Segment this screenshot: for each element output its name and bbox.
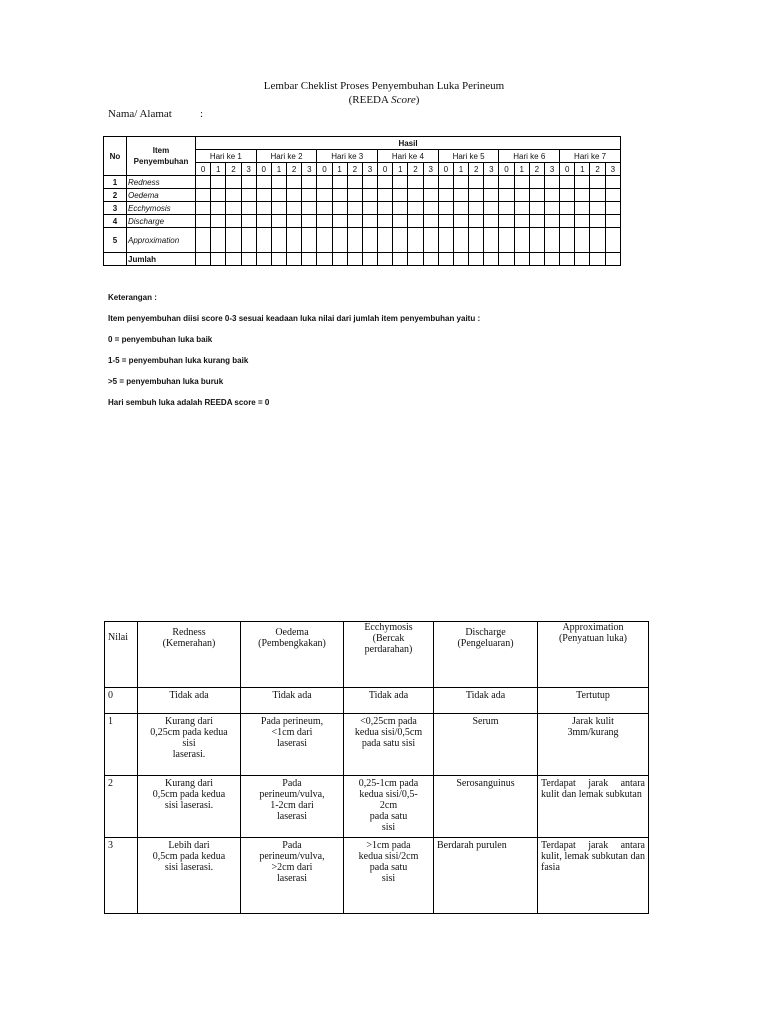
checklist-cell xyxy=(271,202,286,215)
checklist-cell xyxy=(226,189,241,202)
title-prefix: (REEDA xyxy=(348,94,392,106)
title-line-1: Lembar Cheklist Proses Penyembuhan Luka Perineum xyxy=(263,80,505,92)
checklist-cell xyxy=(302,202,317,215)
nama-label: Nama/ Alamat xyxy=(108,108,172,120)
score-header: 3 xyxy=(362,163,377,176)
score-row xyxy=(105,714,649,776)
score-cell-redness: Kurang dari 0,25cm pada kedua sisi laserasi. xyxy=(138,714,241,776)
checklist-cell xyxy=(362,228,377,253)
checklist-cell xyxy=(408,189,423,202)
checklist-cell xyxy=(529,228,544,253)
checklist-cell xyxy=(393,228,408,253)
checklist-cell xyxy=(529,202,544,215)
score-cell-discharge: Berdarah purulen xyxy=(434,838,538,914)
checklist-cell xyxy=(469,202,484,215)
day-header: Hari ke 3 xyxy=(317,150,378,163)
checklist-cell xyxy=(605,228,620,253)
checklist-cell xyxy=(499,253,514,266)
score-cell-approximation: Jarak kulit 3mm/kurang xyxy=(538,714,649,776)
checklist-cell xyxy=(560,202,575,215)
checklist-row xyxy=(104,176,621,189)
checklist-cell xyxy=(211,189,226,202)
checklist-cell xyxy=(423,189,438,202)
score-header: 2 xyxy=(347,163,362,176)
checklist-cell xyxy=(256,253,271,266)
score-cell-nilai: 0 xyxy=(105,688,138,714)
score-cell-oedema: Tidak ada xyxy=(241,688,344,714)
checklist-cell xyxy=(211,228,226,253)
checklist-cell xyxy=(271,228,286,253)
checklist-cell xyxy=(453,228,468,253)
score-header: 1 xyxy=(332,163,347,176)
checklist-cell xyxy=(499,228,514,253)
checklist-cell xyxy=(241,215,256,228)
day-header: Hari ke 7 xyxy=(560,150,621,163)
checklist-cell xyxy=(226,228,241,253)
checklist-cell xyxy=(287,253,302,266)
score-cell-redness: Kurang dari 0,5cm pada kedua sisi laserasi. xyxy=(138,776,241,838)
checklist-cell xyxy=(484,228,499,253)
jumlah-label: Jumlah xyxy=(127,253,196,266)
checklist-cell xyxy=(378,189,393,202)
checklist-cell xyxy=(423,253,438,266)
checklist-cell xyxy=(332,189,347,202)
checklist-cell xyxy=(529,189,544,202)
checklist-cell xyxy=(575,253,590,266)
checklist-cell xyxy=(423,228,438,253)
score-cell-ecchymosis: <0,25cm pada kedua sisi/0,5cm pada satu sisi xyxy=(344,714,434,776)
checklist-cell xyxy=(575,215,590,228)
checklist-cell xyxy=(469,228,484,253)
checklist-cell xyxy=(514,215,529,228)
score-cell-oedema: Pada perineum/vulva, 1-2cm dari laserasi xyxy=(241,776,344,838)
checklist-cell xyxy=(544,189,559,202)
checklist-cell xyxy=(499,176,514,189)
score-header: 3 xyxy=(484,163,499,176)
checklist-cell xyxy=(256,189,271,202)
row-no: 4 xyxy=(104,215,127,228)
checklist-row xyxy=(104,189,621,202)
checklist-cell xyxy=(287,215,302,228)
checklist-row xyxy=(104,215,621,228)
checklist-cell xyxy=(241,189,256,202)
header-no: No xyxy=(104,137,127,176)
checklist-cell xyxy=(362,253,377,266)
checklist-cell xyxy=(529,253,544,266)
score-header: 2 xyxy=(287,163,302,176)
score-header: 2 xyxy=(408,163,423,176)
checklist-cell xyxy=(605,189,620,202)
score-cell-nilai: 3 xyxy=(105,838,138,914)
checklist-cell xyxy=(302,215,317,228)
notes-keterangan: Keterangan : xyxy=(108,293,157,302)
jumlah-no xyxy=(104,253,127,266)
score-header-redness: Redness (Kemerahan) xyxy=(138,622,241,688)
checklist-cell xyxy=(544,202,559,215)
checklist-cell xyxy=(393,202,408,215)
score-cell-discharge: Serum xyxy=(434,714,538,776)
checklist-cell xyxy=(514,253,529,266)
score-header: 3 xyxy=(302,163,317,176)
checklist-cell xyxy=(271,215,286,228)
checklist-cell xyxy=(317,189,332,202)
score-header: 0 xyxy=(378,163,393,176)
checklist-cell xyxy=(484,189,499,202)
score-cell-oedema: Pada perineum/vulva, >2cm dari laserasi xyxy=(241,838,344,914)
checklist-cell xyxy=(287,202,302,215)
checklist-cell xyxy=(196,202,211,215)
score-cell-ecchymosis: Tidak ada xyxy=(344,688,434,714)
title-italic: Score xyxy=(391,94,416,106)
checklist-cell xyxy=(347,215,362,228)
checklist-cell xyxy=(196,189,211,202)
checklist-cell xyxy=(544,176,559,189)
checklist-cell xyxy=(241,176,256,189)
checklist-cell xyxy=(575,176,590,189)
checklist-cell xyxy=(514,189,529,202)
score-row xyxy=(105,776,649,838)
checklist-cell xyxy=(256,202,271,215)
checklist-cell xyxy=(302,189,317,202)
nama-alamat-field xyxy=(108,108,204,120)
checklist-cell xyxy=(544,228,559,253)
score-header: 0 xyxy=(256,163,271,176)
row-item: Redness xyxy=(127,176,196,189)
title-suffix: ) xyxy=(415,94,420,106)
checklist-cell xyxy=(499,215,514,228)
checklist-table xyxy=(103,136,621,266)
score-header: 0 xyxy=(317,163,332,176)
score-cell-discharge: Serosanguinus xyxy=(434,776,538,838)
checklist-cell xyxy=(438,176,453,189)
checklist-cell xyxy=(529,215,544,228)
checklist-cell xyxy=(560,176,575,189)
row-no: 3 xyxy=(104,202,127,215)
score-header-approximation: Approximation (Penyatuan luka) xyxy=(538,622,649,688)
checklist-cell xyxy=(347,228,362,253)
checklist-cell xyxy=(408,202,423,215)
checklist-cell xyxy=(453,176,468,189)
checklist-cell xyxy=(469,176,484,189)
score-header: 3 xyxy=(605,163,620,176)
checklist-cell xyxy=(438,228,453,253)
score-header: 1 xyxy=(575,163,590,176)
checklist-cell xyxy=(378,253,393,266)
notes-line-2: 0 = penyembuhan luka baik xyxy=(108,335,213,344)
checklist-cell xyxy=(408,176,423,189)
checklist-cell xyxy=(317,215,332,228)
score-header: 2 xyxy=(469,163,484,176)
checklist-cell xyxy=(317,176,332,189)
checklist-cell xyxy=(590,176,605,189)
checklist-cell xyxy=(256,215,271,228)
score-cell-discharge: Tidak ada xyxy=(434,688,538,714)
score-cell-ecchymosis: 0,25-1cm pada kedua sisi/0,5- 2cm pada satu sisi xyxy=(344,776,434,838)
checklist-cell xyxy=(605,176,620,189)
checklist-row xyxy=(104,202,621,215)
checklist-cell xyxy=(362,215,377,228)
checklist-cell xyxy=(575,202,590,215)
checklist-cell xyxy=(362,189,377,202)
row-item: Approximation xyxy=(127,228,196,253)
checklist-cell xyxy=(347,253,362,266)
checklist-cell xyxy=(484,202,499,215)
checklist-cell xyxy=(302,176,317,189)
score-cell-oedema: Pada perineum, <1cm dari laserasi xyxy=(241,714,344,776)
day-header: Hari ke 4 xyxy=(378,150,439,163)
checklist-cell xyxy=(484,215,499,228)
score-cell-redness: Lebih dari 0,5cm pada kedua sisi laserasi. xyxy=(138,838,241,914)
checklist-cell xyxy=(560,189,575,202)
checklist-cell xyxy=(423,215,438,228)
score-row xyxy=(105,838,649,914)
checklist-cell xyxy=(378,228,393,253)
checklist-jumlah-row xyxy=(104,253,621,266)
checklist-cell xyxy=(484,176,499,189)
score-header: 1 xyxy=(211,163,226,176)
day-header: Hari ke 5 xyxy=(438,150,499,163)
checklist-cell xyxy=(393,189,408,202)
score-cell-redness: Tidak ada xyxy=(138,688,241,714)
notes-line-4: >5 = penyembuhan luka buruk xyxy=(108,377,224,386)
checklist-cell xyxy=(560,253,575,266)
checklist-cell xyxy=(226,176,241,189)
checklist-cell xyxy=(347,189,362,202)
checklist-cell xyxy=(362,202,377,215)
checklist-cell xyxy=(590,228,605,253)
score-row xyxy=(105,688,649,714)
checklist-row xyxy=(104,228,621,253)
checklist-cell xyxy=(378,176,393,189)
score-header: 0 xyxy=(438,163,453,176)
checklist-cell xyxy=(378,202,393,215)
checklist-cell xyxy=(514,176,529,189)
checklist-cell xyxy=(317,202,332,215)
checklist-cell xyxy=(211,202,226,215)
checklist-cell xyxy=(453,202,468,215)
score-header-row xyxy=(105,622,649,688)
day-header: Hari ke 2 xyxy=(256,150,317,163)
checklist-cell xyxy=(393,215,408,228)
checklist-cell xyxy=(287,176,302,189)
checklist-cell xyxy=(438,189,453,202)
checklist-cell xyxy=(575,189,590,202)
checklist-cell xyxy=(590,202,605,215)
checklist-cell xyxy=(469,215,484,228)
checklist-cell xyxy=(484,253,499,266)
score-header-ecchymosis: Ecchymosis (Bercak perdarahan) xyxy=(344,622,434,688)
score-header-discharge: Discharge (Pengeluaran) xyxy=(434,622,538,688)
checklist-cell xyxy=(453,253,468,266)
score-header: 1 xyxy=(453,163,468,176)
checklist-cell xyxy=(438,253,453,266)
row-no: 1 xyxy=(104,176,127,189)
checklist-cell xyxy=(590,189,605,202)
checklist-cell xyxy=(332,202,347,215)
score-cell-approximation: Terdapat jarak antara kulit, lemak subkutan dan fasia xyxy=(538,838,649,914)
score-header-oedema: Oedema (Pembengkakan) xyxy=(241,622,344,688)
checklist-cell xyxy=(438,215,453,228)
checklist-cell xyxy=(317,253,332,266)
checklist-cell xyxy=(438,202,453,215)
header-item: Item Penyembuhan xyxy=(127,137,196,176)
score-header: 1 xyxy=(514,163,529,176)
checklist-cell xyxy=(544,215,559,228)
checklist-cell xyxy=(302,228,317,253)
checklist-cell xyxy=(529,176,544,189)
checklist-cell xyxy=(226,215,241,228)
checklist-cell xyxy=(332,176,347,189)
checklist-cell xyxy=(332,253,347,266)
checklist-cell xyxy=(469,253,484,266)
checklist-cell xyxy=(408,228,423,253)
checklist-cell xyxy=(590,215,605,228)
row-item: Oedema xyxy=(127,189,196,202)
notes-line-1: Item penyembuhan diisi score 0-3 sesuai keadaan luka nilai dari jumlah item penyembuhan yaitu : xyxy=(108,314,481,323)
checklist-cell xyxy=(423,202,438,215)
row-item: Ecchymosis xyxy=(127,202,196,215)
checklist-cell xyxy=(287,228,302,253)
score-header: 1 xyxy=(393,163,408,176)
score-header-nilai: Nilai xyxy=(105,622,138,688)
checklist-cell xyxy=(499,202,514,215)
score-cell-approximation: Terdapat jarak antara kulit dan lemak subkutan xyxy=(538,776,649,838)
checklist-cell xyxy=(196,215,211,228)
checklist-header-row-1 xyxy=(104,137,621,150)
day-header: Hari ke 6 xyxy=(499,150,560,163)
checklist-cell xyxy=(469,189,484,202)
checklist-cell xyxy=(575,228,590,253)
notes-line-3: 1-5 = penyembuhan luka kurang baik xyxy=(108,356,249,365)
checklist-cell xyxy=(514,228,529,253)
score-header: 2 xyxy=(529,163,544,176)
score-cell-approximation: Tertutup xyxy=(538,688,649,714)
score-header: 0 xyxy=(499,163,514,176)
score-header: 2 xyxy=(226,163,241,176)
checklist-cell xyxy=(590,253,605,266)
checklist-cell xyxy=(256,228,271,253)
checklist-cell xyxy=(378,215,393,228)
header-hasil: Hasil xyxy=(196,137,621,150)
checklist-cell xyxy=(514,202,529,215)
document-title xyxy=(0,79,768,107)
checklist-cell xyxy=(241,228,256,253)
checklist-cell xyxy=(332,215,347,228)
checklist-cell xyxy=(196,228,211,253)
reeda-score-table xyxy=(104,621,649,914)
checklist-cell xyxy=(408,253,423,266)
checklist-cell xyxy=(287,189,302,202)
notes-line-5: Hari sembuh luka adalah REEDA score = 0 xyxy=(108,398,270,407)
score-cell-nilai: 2 xyxy=(105,776,138,838)
checklist-cell xyxy=(605,215,620,228)
checklist-cell xyxy=(544,253,559,266)
checklist-cell xyxy=(317,228,332,253)
checklist-cell xyxy=(393,253,408,266)
checklist-cell xyxy=(560,215,575,228)
checklist-cell xyxy=(302,253,317,266)
row-no: 5 xyxy=(104,228,127,253)
row-item: Discharge xyxy=(127,215,196,228)
checklist-cell xyxy=(271,189,286,202)
row-no: 2 xyxy=(104,189,127,202)
checklist-cell xyxy=(453,189,468,202)
score-cell-ecchymosis: >1cm pada kedua sisi/2cm pada satu sisi xyxy=(344,838,434,914)
checklist-cell xyxy=(362,176,377,189)
checklist-cell xyxy=(271,253,286,266)
checklist-cell xyxy=(211,253,226,266)
checklist-cell xyxy=(453,215,468,228)
score-header: 0 xyxy=(560,163,575,176)
checklist-cell xyxy=(605,253,620,266)
notes-section xyxy=(108,293,480,419)
checklist-cell xyxy=(347,202,362,215)
checklist-cell xyxy=(605,202,620,215)
checklist-cell xyxy=(332,228,347,253)
checklist-cell xyxy=(241,202,256,215)
score-header: 3 xyxy=(423,163,438,176)
day-header: Hari ke 1 xyxy=(196,150,257,163)
score-header: 1 xyxy=(271,163,286,176)
checklist-cell xyxy=(423,176,438,189)
checklist-cell xyxy=(560,228,575,253)
checklist-cell xyxy=(211,215,226,228)
title-line-2 xyxy=(0,93,768,107)
score-header: 0 xyxy=(196,163,211,176)
score-cell-nilai: 1 xyxy=(105,714,138,776)
score-header: 3 xyxy=(241,163,256,176)
checklist-cell xyxy=(408,215,423,228)
checklist-cell xyxy=(241,253,256,266)
checklist-cell xyxy=(226,253,241,266)
checklist-cell xyxy=(499,189,514,202)
checklist-cell xyxy=(211,176,226,189)
score-header: 2 xyxy=(590,163,605,176)
checklist-cell xyxy=(256,176,271,189)
checklist-cell xyxy=(271,176,286,189)
checklist-cell xyxy=(196,176,211,189)
checklist-cell xyxy=(393,176,408,189)
score-header: 3 xyxy=(544,163,559,176)
checklist-cell xyxy=(347,176,362,189)
checklist-cell xyxy=(226,202,241,215)
checklist-cell xyxy=(196,253,211,266)
nama-colon: : xyxy=(200,108,204,120)
